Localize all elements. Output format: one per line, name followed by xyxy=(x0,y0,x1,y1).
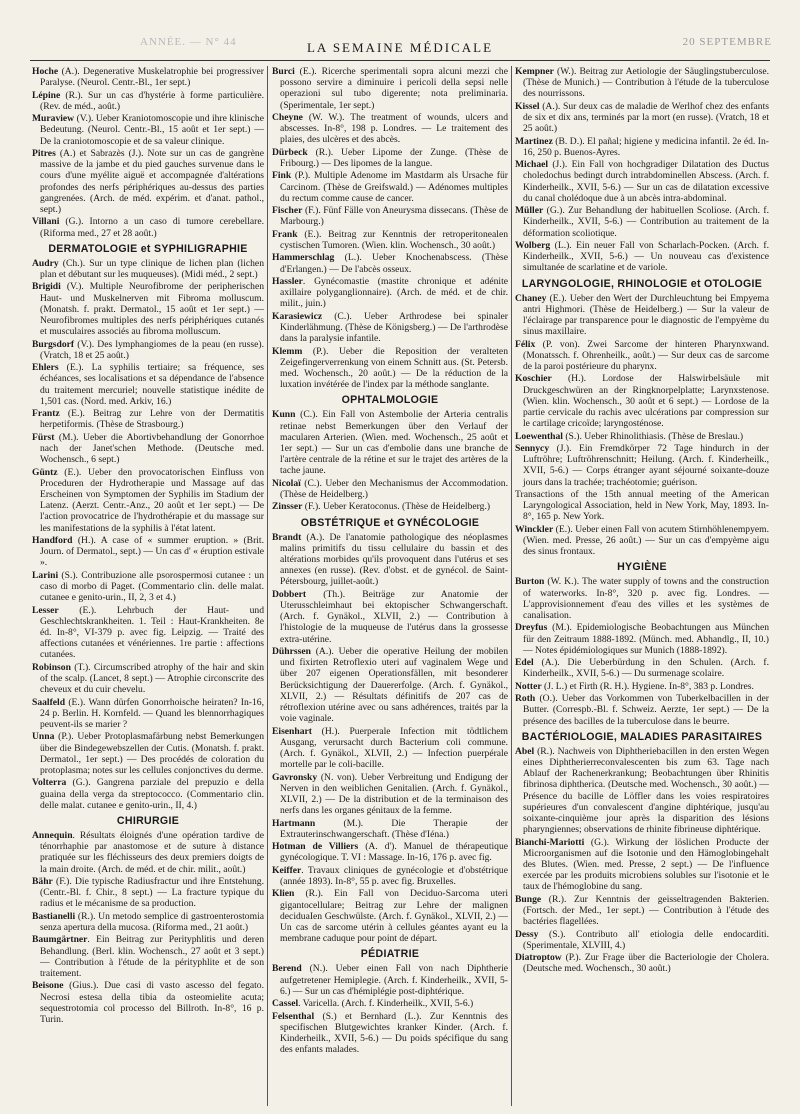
bibliography-entry xyxy=(272,726,508,771)
bibliography-entry xyxy=(272,772,508,817)
entry-author: Bunge xyxy=(515,893,542,905)
entry-author: Audry xyxy=(32,257,59,269)
entry-author: Sennycy xyxy=(515,442,550,454)
bibliography-entry xyxy=(272,532,508,588)
entry-author: Dreyfus xyxy=(515,622,548,634)
entry-text: (G.). Intorno a un caso di tumore cerebellare. (Riforma med., 27 et 28 août.) xyxy=(40,216,264,239)
entry-text: (V.). Ueber Kraniotomoscopie und ihre klinische Bedeutung. (Neurol. Centr.-Bl., 15 août et 1er sept.) — De la craniotomoscopie et de sa valeur clinique. xyxy=(40,113,264,147)
section-heading: LARYNGOLOGIE, RHINOLOGIE et OTOLOGIE xyxy=(521,277,763,290)
entry-author: Cassel xyxy=(272,998,299,1010)
bibliography-entry xyxy=(515,576,769,621)
entry-author: Diatroptow xyxy=(515,952,562,964)
bibliography-entry xyxy=(515,524,769,558)
entry-text: (E.). Lehrbuch der Haut- und Geschlechtskrankheiten. 1. Teil : Haut-Krankheiten. 8e éd. In-8°, VI-379 p. avec fig. Leipzig. — Traité des affections cutanées et vénériennes. 1re partie : affections cutanées. xyxy=(40,604,264,661)
entry-author: Winckler xyxy=(515,523,554,535)
entry-text: . Résultats éloignés d'une opération tardive de ténorrhaphie par anastomose et de suture à distance pratiquée sur les fléchisseurs des deux premiers doigts de la main droite. (Arch. de méd. et de chir. milit., août.) xyxy=(40,829,264,875)
entry-author: Annequin xyxy=(32,829,73,841)
bibliography-entry xyxy=(515,431,769,442)
entry-author: Hotman de Villiers xyxy=(272,841,359,853)
entry-text: (O.). Ueber das Vorkommen von Tuberkelbacillen in der Butter. (Correspb.-Bl. f. Schweiz. Aerzte, 1er sept.) — De la présence des bacilles de la tuberculose dans le beurre. xyxy=(523,693,769,727)
entry-author: Chaney xyxy=(515,292,547,304)
column-2 xyxy=(272,66,508,1106)
bibliography-entry xyxy=(32,980,264,1025)
bibliography-entry xyxy=(272,818,508,840)
entry-text: (C.). Ueber den Mechanismus der Accommodation. (Thèse de Heidelberg.) xyxy=(280,477,508,500)
bibliography-entry xyxy=(32,362,264,407)
entry-author: Kissel xyxy=(515,100,540,112)
entry-text: (G.). Zur Behandlung der habituellen Scoliose. (Arch. f. Kinderheilk., XVII, 5-6.) — Contribution au traitement de la déformation scoliotique. xyxy=(523,205,769,239)
bibliography-entry xyxy=(272,841,508,863)
section-heading: DERMATOLOGIE et SYPHILIGRAPHIE xyxy=(48,242,248,255)
entry-author: Hoche xyxy=(32,66,59,77)
entry-text: (R.). Ein Fall von Deciduo-Sarcoma uteri gigantocellulare; Beitrag zur Lehre der malignen deciduaIen Geschwülste. (Arch. f. Gynäkol., XLVII, 2.) — Un cas de sarcome utérin à cellules géantes ayant eu la membrane caduque pour point de départ. xyxy=(280,888,508,945)
entry-text: (S.) et Bernhard (L.). Zur Kenntnis des specifischen Blutgewichtes kranker Kinder. (Arch. f. Kinderheilk., XVII, 5-6.) — Du poids spécifique du sang des enfants malades. xyxy=(280,1010,508,1056)
entry-author: Felsenthal xyxy=(272,1010,315,1022)
entry-author: Dürbeck xyxy=(272,146,308,158)
entry-text: (Th.). Beiträge zur Anatomie der Uterusschleimhaut bei ektopischer Schwangerschaft. (Arch. f. Gynäkol., XLVII, 2.) — Contribution à l'histologie de la muqueuse de l'utérus dans la grossesse extra-utérine. xyxy=(280,588,508,645)
entry-text: (E.). Ueber den Wert der Durchleuchtung bei Empyema antri Highmori. (Thèse de Heidelberg.) — Sur la valeur de l'éclairage par transparence pour le diagnostic de l'empyème du sinus maxillaire. xyxy=(523,292,769,338)
bibliography-entry xyxy=(272,589,508,645)
entry-text: (R.). Ueber Lipome der Zunge. (Thèse de Fribourg.) — Des lipomes de la langue. xyxy=(280,146,508,169)
header-rule xyxy=(30,60,770,61)
bibliography-entry xyxy=(32,605,264,661)
bibliography-entry xyxy=(32,535,264,569)
column-1 xyxy=(32,66,264,1106)
entry-text: . Varicella. (Arch. f. Kinderheilk., XVII, 5-6.) xyxy=(298,998,474,1010)
entry-text: . Travaux cliniques de gynécologie et d'obstétrique (année 1893). In-8°, 55 p. avec fig. Bruxelles. xyxy=(280,864,508,887)
entry-text: (E.). Beitrag zur Lehre von der Dermatitis herpetiformis. (Thèse de Strasbourg.) xyxy=(40,408,264,431)
bibliography-entry xyxy=(272,346,508,391)
entry-author: Dobbert xyxy=(272,588,307,600)
bibliography-entry xyxy=(272,963,508,997)
entry-author: Güntz xyxy=(32,466,58,478)
entry-text: (J.). Ein Fall von hochgradiger Dilatation des Ductus choledochus bedingt durch intrabdominellen Abscess. (Arch. f. Kinderheilk., XVII, 5-6.) — Sur un cas de dilatation excessive du canal cholédoque due à un abcès intra-abdominal. xyxy=(523,159,769,204)
entry-text: (V.). Multiple Neurofibrome der peripherischen Haut- und Muskelnerven mit Fibroma molluscum. (Monatsh. f. prakt. Dermatol., 15 août et 1er sept.) — Neurofibromes multiples des nerfs périphériques cutanés et musculaires associés au fibroma molluscum. xyxy=(40,281,264,338)
bibliography-entry xyxy=(32,148,264,215)
entry-text: (H.). Lordose der Halswirbelsäule mit Druckgeschwüren an der Ringknorpelplatte; Larynxstenose. (Wien. klin. Wochensch., 30 août et 6 sept.) — Lordose de la partie cervicale du rachis avec ulcérations par compression sur le cartilage cricoïde; laryngosténose. xyxy=(523,373,769,430)
bibliography-entry xyxy=(515,101,769,135)
entry-author: Kunn xyxy=(272,409,296,421)
column-divider xyxy=(267,66,268,1106)
entry-text: (N. von). Ueber Verbreitung und Endigung der Nerven in den weiblichen Genitalien. (Arch. f. Gynäkol., XLVII, 2.) — De la distribution et de la terminaison des nerfs dans les organes génitaux de la femme. xyxy=(280,771,508,817)
entry-author: Nicolaï xyxy=(272,477,301,489)
bibliography-entry xyxy=(32,777,264,811)
bibliography-entry xyxy=(32,731,264,776)
entry-text: (M.). Die Therapie der Extrauterinschwangerschaft. (Thèse d'Iéna.) xyxy=(280,817,508,840)
entry-author: Brandt xyxy=(272,531,302,543)
entry-author: Burci xyxy=(272,66,295,77)
bibliography-entry xyxy=(32,432,264,466)
bibliography-entry xyxy=(32,408,264,430)
entry-text: (A.) et Sabrazès (J.). Note sur un cas de gangrène massive de la jambe et du pied gauches survenue dans le cours d'une myélite aiguë et accompagnée d'altérations profondes des nerfs périphériques au-dessus des parties gangrenées. (Arch. de méd. expérim. et d'anat. pathol., sept.) xyxy=(40,147,264,215)
entry-text: (E.). La syphilis tertiaire; sa fréquence, ses échéances, ses localisations et sa dépendance de l'absence du traitement mercuriel; nouvelle statistique inédite de 1,501 cas. (Nord. med. Arkiv, 16.) xyxy=(40,362,264,407)
entry-text: (L.). Ueber Knochenabscess. (Thèse d'Erlangen.) — De l'abcès osseux. xyxy=(280,252,508,275)
entry-author: Beisone xyxy=(32,980,64,992)
entry-text: (P.). Zur Frage über die Bacteriologie der Cholera. (Deutsche med. Wochensch., 30 août.) xyxy=(523,952,769,975)
bibliography-entry xyxy=(515,159,769,204)
entry-text: (E.). Wann dürfen Gonorrhoische heiraten? In-16, 24 p. Berlin. H. Kornfeld. — Quand les blennorrhagiques peuvent-ils se marier ? xyxy=(40,696,264,730)
bibliography-entry xyxy=(515,373,769,429)
entry-text: . Ein Beitrag zur Perityphlitis und deren Behandlung. (Berl. klin. Wochensch., 27 août et 3 sept.) — Contribution à l'étude de la pérityphlite et de son traitement. xyxy=(40,934,264,979)
entry-author: Bastianelli xyxy=(32,910,76,922)
entry-author: Handford xyxy=(32,534,73,546)
entry-author: Larini xyxy=(32,569,59,581)
bibliography-entry xyxy=(515,205,769,239)
entry-text: (A.). Ueber die operative Heilung der mobilen und fixirten Retroflexio uteri auf vaginalem Wege und über 207 eigenen Operationsfällen, mit besonderer Berücksichtigung der Dauererfolge. (Arch. f. Gynäkol., XLVII, 2.) — Résultats définitifs de 207 cas de rétroflexion utérine avec ou sans adhérences, traités par la voie vaginale. xyxy=(280,645,508,725)
entry-text: (A.). Die Ueberbürdung in den Schulen. (Arch. f. Kinderheilk., XVII, 5-6.) — Du surmenage scolaire. xyxy=(523,657,769,680)
bibliography-entry xyxy=(515,622,769,656)
entry-author: Hartmann xyxy=(272,817,316,829)
entry-text: (T.). Circumscribed atrophy of the hair and skin of the scalp. (Lancet, 8 sept.) — Atrophie circonscrite des cheveux et du cuir chevelu. xyxy=(40,661,264,696)
entry-text: (J.). Ein Fremdkörper 72 Tage hindurch in der Luftröhre; Luftröhrenschnitt; Heilung. (Arch. f. Kinderheilk., XVII, 5-6.) — Corps étranger ayant séjourné soixante-douze jours dans la trachée; trachéotomie; guérison. xyxy=(523,442,769,488)
entry-text: (F.). Die typische Radiusfractur und ihre Entstehung. (Centr.-Bl. f. Chir., 8 sept.) — La fracture typique du radius et le mécanisme de sa production. xyxy=(40,875,264,910)
entry-text: (Ch.). Sur un type clinique de lichen plan (lichen plan et débutant sur les muqueuses). (Midi méd., 2 sept.) xyxy=(40,257,264,280)
entry-author: Karasiewicz xyxy=(272,310,323,322)
entry-author: Baumgärtner xyxy=(32,934,88,946)
bibliography-entry xyxy=(515,489,769,523)
bibliography-entry xyxy=(515,657,769,679)
entry-author: Lépine xyxy=(32,89,61,101)
entry-author: Fischer xyxy=(272,205,303,217)
bibliography-entry xyxy=(272,170,508,204)
bibliography-entry xyxy=(32,281,264,337)
bibliography-entry xyxy=(32,934,264,979)
entry-author: Volterra xyxy=(32,777,67,789)
entry-author: Klemm xyxy=(272,345,303,357)
bibliography-entry xyxy=(515,293,769,338)
entry-text: (A.). De l'anatomie pathologique des néoplasmes malins primitifs du tissu cellulaire du bassin et des altérations morbides qu'ils provoquent dans l'utérus et ses annexes (en russe). (Rev. d'obst. et de gynécol. de Saint-Pétersbourg, juillet-août.) xyxy=(280,531,508,588)
bibliography-entry xyxy=(272,865,508,887)
entry-text: (P.). Multiple Adenome im Mastdarm als Ursache für Carcinom. (Thèse de Greifswald.) — Adénomes multiples du rectum comme cause de cancer. xyxy=(280,170,508,204)
entry-text: Transactions of the 15th annual meeting of the American Laryngological Association, held in New York, May, 1893. In-8°, 165 p. New York. xyxy=(515,488,769,523)
entry-author: Fink xyxy=(272,170,292,182)
bibliography-entry xyxy=(272,66,508,111)
entry-text: (G.). Wirkung der löslichen Producte der Microorganismen auf die Isotonie und den Hämoglobingehalt des Blutes. (Wien. med. Presse, 2 sept.) — De l'influence exercée par les produits microbiens solubles sur l'isotonie et le taux de l'hémoglobine du sang. xyxy=(523,836,769,893)
entry-author: Dessy xyxy=(515,928,539,940)
bibliography-entry xyxy=(272,646,508,724)
bibliography-entry xyxy=(272,276,508,310)
entry-text: (J. L.) et Firth (R. H.). Hygiene. In-8°, 383 p. Londres. xyxy=(541,680,754,692)
bibliography-entry xyxy=(515,339,769,373)
entry-author: Saalfeld xyxy=(32,696,66,708)
entry-author: Robinson xyxy=(32,661,71,673)
entry-author: Pitres xyxy=(32,147,56,159)
column-3 xyxy=(515,66,769,1106)
entry-author: Abel xyxy=(515,745,535,757)
bibliography-entry xyxy=(515,952,769,974)
bibliography-entry xyxy=(32,570,264,604)
entry-author: Burton xyxy=(515,576,545,588)
entry-text: (F.). Fünf Fälle von Aneurysma dissecans. (Thèse de Marbourg.) xyxy=(280,205,508,228)
entry-author: Unna xyxy=(32,731,55,743)
bibliography-entry xyxy=(515,929,769,951)
section-heading: HYGIÈNE xyxy=(617,561,667,574)
header-issue-faint: ANNÉE. — N° 44 xyxy=(140,36,237,48)
section-heading: BACTÉRIOLOGIE, MALADIES PARASITAIRES xyxy=(521,730,763,743)
entry-text: (S.). Contribuzione alle psorospermosi cutanee : un caso di morbo di Paget. (Commentario clin. delle malat. cutanee e genito-urin., II, 2, 3 et 4.) xyxy=(40,569,264,604)
entry-text: . Gynécomastie (mastite chronique et adénite axillaire polyganglionnaire). (Arch. de méd. et de chir. milit., juin.) xyxy=(280,275,508,310)
entry-text: (E.). Beitrag zur Kenntnis der retroperitonealen cystischen Tumoren. (Wien. klin. Wochensch., 30 août.) xyxy=(280,228,508,251)
entry-text: (P.). Ueber die Reposition der veralteten Zeigefingerverrenkung von einem Schnitt aus. (St. Petersb. med. Wochensch., 20 août.) — De la réduction de la luxation invétérée de l'index par la méthode sanglante. xyxy=(280,345,508,391)
entry-author: Eisenhart xyxy=(272,725,312,737)
bibliography-entry xyxy=(272,478,508,500)
entry-author: Martinez xyxy=(515,135,553,147)
entry-text: (W. K.). The water supply of towns and the construction of waterworks. In-8°, 320 p. avec fig. Londres. — L'approvisionnement d'eau des villes et les systèmes de canalisation. xyxy=(523,576,769,621)
entry-author: Frank xyxy=(272,228,298,240)
entry-author: Edel xyxy=(515,657,534,669)
bibliography-entry xyxy=(515,443,769,488)
entry-text: (H.). Puerperale Infection mit tödtlichem Ausgang, verursacht durch Bacterium coli commune. (Arch. f. Gynäkol., XLVII, 2.) — Infection puerpérale mortelle par le coli-bacille. xyxy=(280,725,508,771)
bibliography-entry xyxy=(32,662,264,696)
bibliography-entry xyxy=(32,876,264,910)
entry-text: (E.). Ueber den provocatorischen Einfluss von Proceduren der Hydrotherapie und Massage auf das Erscheinen von Symptomen der Syphilis im Stadium der Latenz. (Aerzt. Centr.-Anz., 20 août et 1er sept.) — De l'action provocatrice de l'hydrothérapie et du massage sur les manifestations de la syphilis à l'état latent. xyxy=(40,466,264,534)
bibliography-entry xyxy=(272,409,508,476)
entry-text: (L.). Ein neuer Fall von Scharlach-Pocken. (Arch. f. Kinderheilk., XVII, 5-6.) — Un nouveau cas d'existence simultanée de scarlatine et de variole. xyxy=(523,239,769,274)
entry-text: (M.). Epidemiologische Beobachtungen aus München für den Zeitraum 1888-1892. (Münch. med. Abhandlg., II, 10.) — Notes épidémiologiques sur Munich (1888-1892). xyxy=(523,622,769,656)
entry-text: (A. d'). Manuel de thérapeutique gynécologique. T. VI : Massage. In-16, 176 p. avec fig. xyxy=(280,841,508,864)
entry-author: Cheyne xyxy=(272,112,303,123)
bibliography-entry xyxy=(515,746,769,836)
entry-author: Fürst xyxy=(32,431,55,443)
entry-text: (E.). Ricerche sperimentali sopra alcuni mezzi che possono servire a diminuire i pericoli della sepsi nelle operazioni sul tubo digerente; nota preliminaria. (Sperimentale, 1er sept.) xyxy=(280,66,508,111)
bibliography-entry xyxy=(515,136,769,158)
entry-author: Lesser xyxy=(32,604,59,616)
bibliography-entry xyxy=(272,888,508,944)
entry-author: Roth xyxy=(515,693,536,705)
bibliography-entry xyxy=(32,66,264,88)
entry-author: Hassler xyxy=(272,275,303,287)
bibliography-entry xyxy=(32,258,264,280)
section-heading: PÉDIATRIE xyxy=(360,948,420,961)
entry-text: (H.). A case of « summer eruption. » (Brit. Journ. of Dermatol., sept.) — Un cas d' « éruption estivale ». xyxy=(40,534,264,569)
entry-author: Frantz xyxy=(32,408,60,420)
section-heading: OPHTALMOLOGIE xyxy=(341,394,439,407)
entry-author: Koschier xyxy=(515,373,552,385)
entry-text: (P.). Ueber Protoplasmafärbung nebst Bemerkungen über die Bindegewebszellen der Cutis. (Monatsh. f. prakt. Dermatol., 1er sept.) — Des procédés de coloration du protoplasma; notes sur les cellules conjonctives du derme. xyxy=(40,731,264,776)
bibliography-entry xyxy=(515,66,769,100)
header-date: 20 SEPTEMBRE xyxy=(682,36,772,48)
entry-text: (R.). Zur Kenntnis der geisseltragenden Bakterien. (Fortsch. der Med., 1er sept.) — Contribution à l'étude des bactéries flagellées. xyxy=(523,893,769,928)
bibliography-entry xyxy=(272,998,508,1009)
entry-author: Gavronsky xyxy=(272,771,318,783)
entry-author: Bähr xyxy=(32,875,53,887)
section-heading: CHIRURGIE xyxy=(116,814,180,827)
entry-author: Ehlers xyxy=(32,362,59,374)
bibliography-entry xyxy=(272,311,508,345)
bibliography-entry xyxy=(32,113,264,147)
entry-text: (A.). Sur deux cas de maladie de Werlhof chez des enfants de six et dix ans, terminés par la mort (en russe). (Vratch, 18 et 25 août.) xyxy=(523,100,769,135)
entry-author: Muraview xyxy=(32,113,75,125)
page-header xyxy=(0,36,800,56)
entry-author: Dührssen xyxy=(272,645,311,657)
entry-author: Wolberg xyxy=(515,239,551,251)
entry-text: (B. D.). El pañal; higiene y medicina infantil. 2e éd. In-16, 250 p. Buenos-Ayres. xyxy=(523,135,769,158)
bibliography-entry xyxy=(515,894,769,928)
entry-author: Klien xyxy=(272,888,295,900)
bibliography-entry xyxy=(272,252,508,274)
entry-text: (M.). Ueber die Abortivbehandlung der Gonorrhoe nach der Janet'schen Methode. (Deutsche med. Wochensch., 6 sept.) xyxy=(40,431,264,466)
bibliography-entry xyxy=(32,697,264,731)
entry-text: (R.). Nachweis von Diphtheriebacillen in den ersten Wegen eines Diphtherierreconvalescenten bis zum 63. Tage nach Ablauf der Rachenerkrankung; Beobachtungen über Rhinitis fibrinosa diphtherica. (Deutsche med. Wochensch., 30 août.) — Présence du bacille de Löffler dans les voies respiratoires supérieures d'un convalescent d'angine diphtérique, jusqu'au soixante-cinquième jour après la disparition des lésions pharyngiennes; observations de rhinite fibrineuse diphtérique. xyxy=(523,745,769,836)
bibliography-entry xyxy=(32,830,264,875)
entry-text: (W. W.). The treatment of wounds, ulcers and abscesses. In-8°, 198 p. Londres. — Le traitement des plaies, des ulcères et des abcès. xyxy=(280,112,508,146)
entry-author: Hammerschlag xyxy=(272,252,335,264)
entry-text: (S.). Ueber Rhinolithiasis. (Thèse de Breslau.) xyxy=(562,430,744,442)
entry-author: Müller xyxy=(515,205,544,217)
bibliography-entry xyxy=(272,147,508,169)
entry-author: Keiffer xyxy=(272,864,302,876)
bibliography-entry xyxy=(272,205,508,227)
entry-author: Bianchi-Mariotti xyxy=(515,836,585,848)
entry-text: (N.). Ueber einen Fall von nach Diphtherie aufgetretener Hemiplegie. (Arch. f. Kinderheilk., XVII, 5-6.) — Sur un cas d'hémiplégie post-diphtérique. xyxy=(280,963,508,997)
bibliography-entry xyxy=(515,681,769,692)
entry-text: (R.). Sur un cas d'hystérie à forme particulière. (Rev. de méd., août.) xyxy=(40,89,264,112)
bibliography-entry xyxy=(515,693,769,727)
bibliography-entry xyxy=(32,467,264,534)
entry-author: Loewenthal xyxy=(515,430,563,442)
bibliography-entry xyxy=(32,216,264,238)
entry-author: Kempner xyxy=(515,66,554,77)
bibliography-entry xyxy=(272,112,508,146)
entry-author: Notter xyxy=(515,680,542,692)
entry-text: (C.). Ein Fall von Astembolie der Arteria centralis retinae nebst Bemerkungen über den Verlauf der macularen Arterien. (Wien. med. Wochensch., 25 août et 1er sept.) — Sur un cas d'embolie dans une branche de l'artère centrale de la rétine et sur le trajet des artères de la tache jaune. xyxy=(280,409,508,477)
entry-author: Berend xyxy=(272,963,302,975)
entry-text: (W.). Beitrag zur Aetiologie der Säuglingstuberculose. (Thèse de Munich.) — Contribution à l'étude de la tuberculose des nourrissons. xyxy=(523,66,769,100)
bibliography-entry xyxy=(515,240,769,274)
entry-text: (V.). Des lymphangiomes de la peau (en russe). (Vratch, 18 et 25 août.) xyxy=(40,338,264,361)
entry-text: (Gius.). Due casi di vasto ascesso del fegato. Necrosi estesa della tibia da osteomielite acuta; sequestrotomia col processo del Billroth. In-8°, 16 p. Turin. xyxy=(40,980,264,1025)
bibliography-entry xyxy=(32,90,264,112)
entry-text: (F.). Ueber Keratoconus. (Thèse de Heidelberg.) xyxy=(302,501,491,513)
bibliography-entry xyxy=(32,339,264,361)
entry-author: Michael xyxy=(515,159,549,171)
entry-text: (E.). Ueber einen Fall von acutem Stirnhöhlenempyem. (Wien. med. Presse, 26 août.) — Sur un cas d'empyème aigu des sinus frontaux. xyxy=(523,523,769,558)
bibliography-entry xyxy=(272,501,508,512)
entry-author: Zinsser xyxy=(272,501,303,513)
entry-text: (G.). Gangrena parziale del prepuzio e della guaina della verga da streptococco. (Commentario clin. delle malat. cutanee e genito-urin., II, 4.) xyxy=(40,777,264,811)
bibliography-entry xyxy=(515,837,769,893)
entry-author: Villani xyxy=(32,216,60,228)
entry-author: Brigidi xyxy=(32,281,61,293)
entry-text: (S.). Contributo all' etiologia delle endocarditi. (Sperimentale, XLVIII, 4.) xyxy=(523,928,769,951)
section-heading: OBSTÉTRIQUE et GYNÉCOLOGIE xyxy=(300,516,480,529)
column-divider xyxy=(511,66,512,1106)
entry-text: (C.). Ueber Arthrodese bei spinaler Kinderlähmung. (Thèse de Königsberg.) — De l'arthrodèse dans la paralysie infantile. xyxy=(280,310,508,345)
bibliography-entry xyxy=(32,911,264,933)
entry-text: (P. von). Zwei Sarcome der hinteren Pharynxwand. (Monatssch. f. Ohrenheilk., août.) — Sur deux cas de sarcome de la paroi postérieure du pharynx. xyxy=(523,338,769,372)
entry-author: Félix xyxy=(515,338,536,350)
bibliography-entry xyxy=(272,229,508,251)
bibliography-entry xyxy=(272,1011,508,1056)
entry-text: (A.). Degenerative Muskelatrophie bei progressiver Paralyse. (Neurol. Centr.-Bl., 1er sept.) xyxy=(40,66,264,89)
entry-text: (R.). Un metodo semplice di gastroenterostomia senza apertura della mucosa. (Riforma med., 21 août.) xyxy=(40,910,264,933)
page-title: LA SEMAINE MÉDICALE xyxy=(306,40,494,55)
entry-author: Burgsdorf xyxy=(32,338,75,350)
